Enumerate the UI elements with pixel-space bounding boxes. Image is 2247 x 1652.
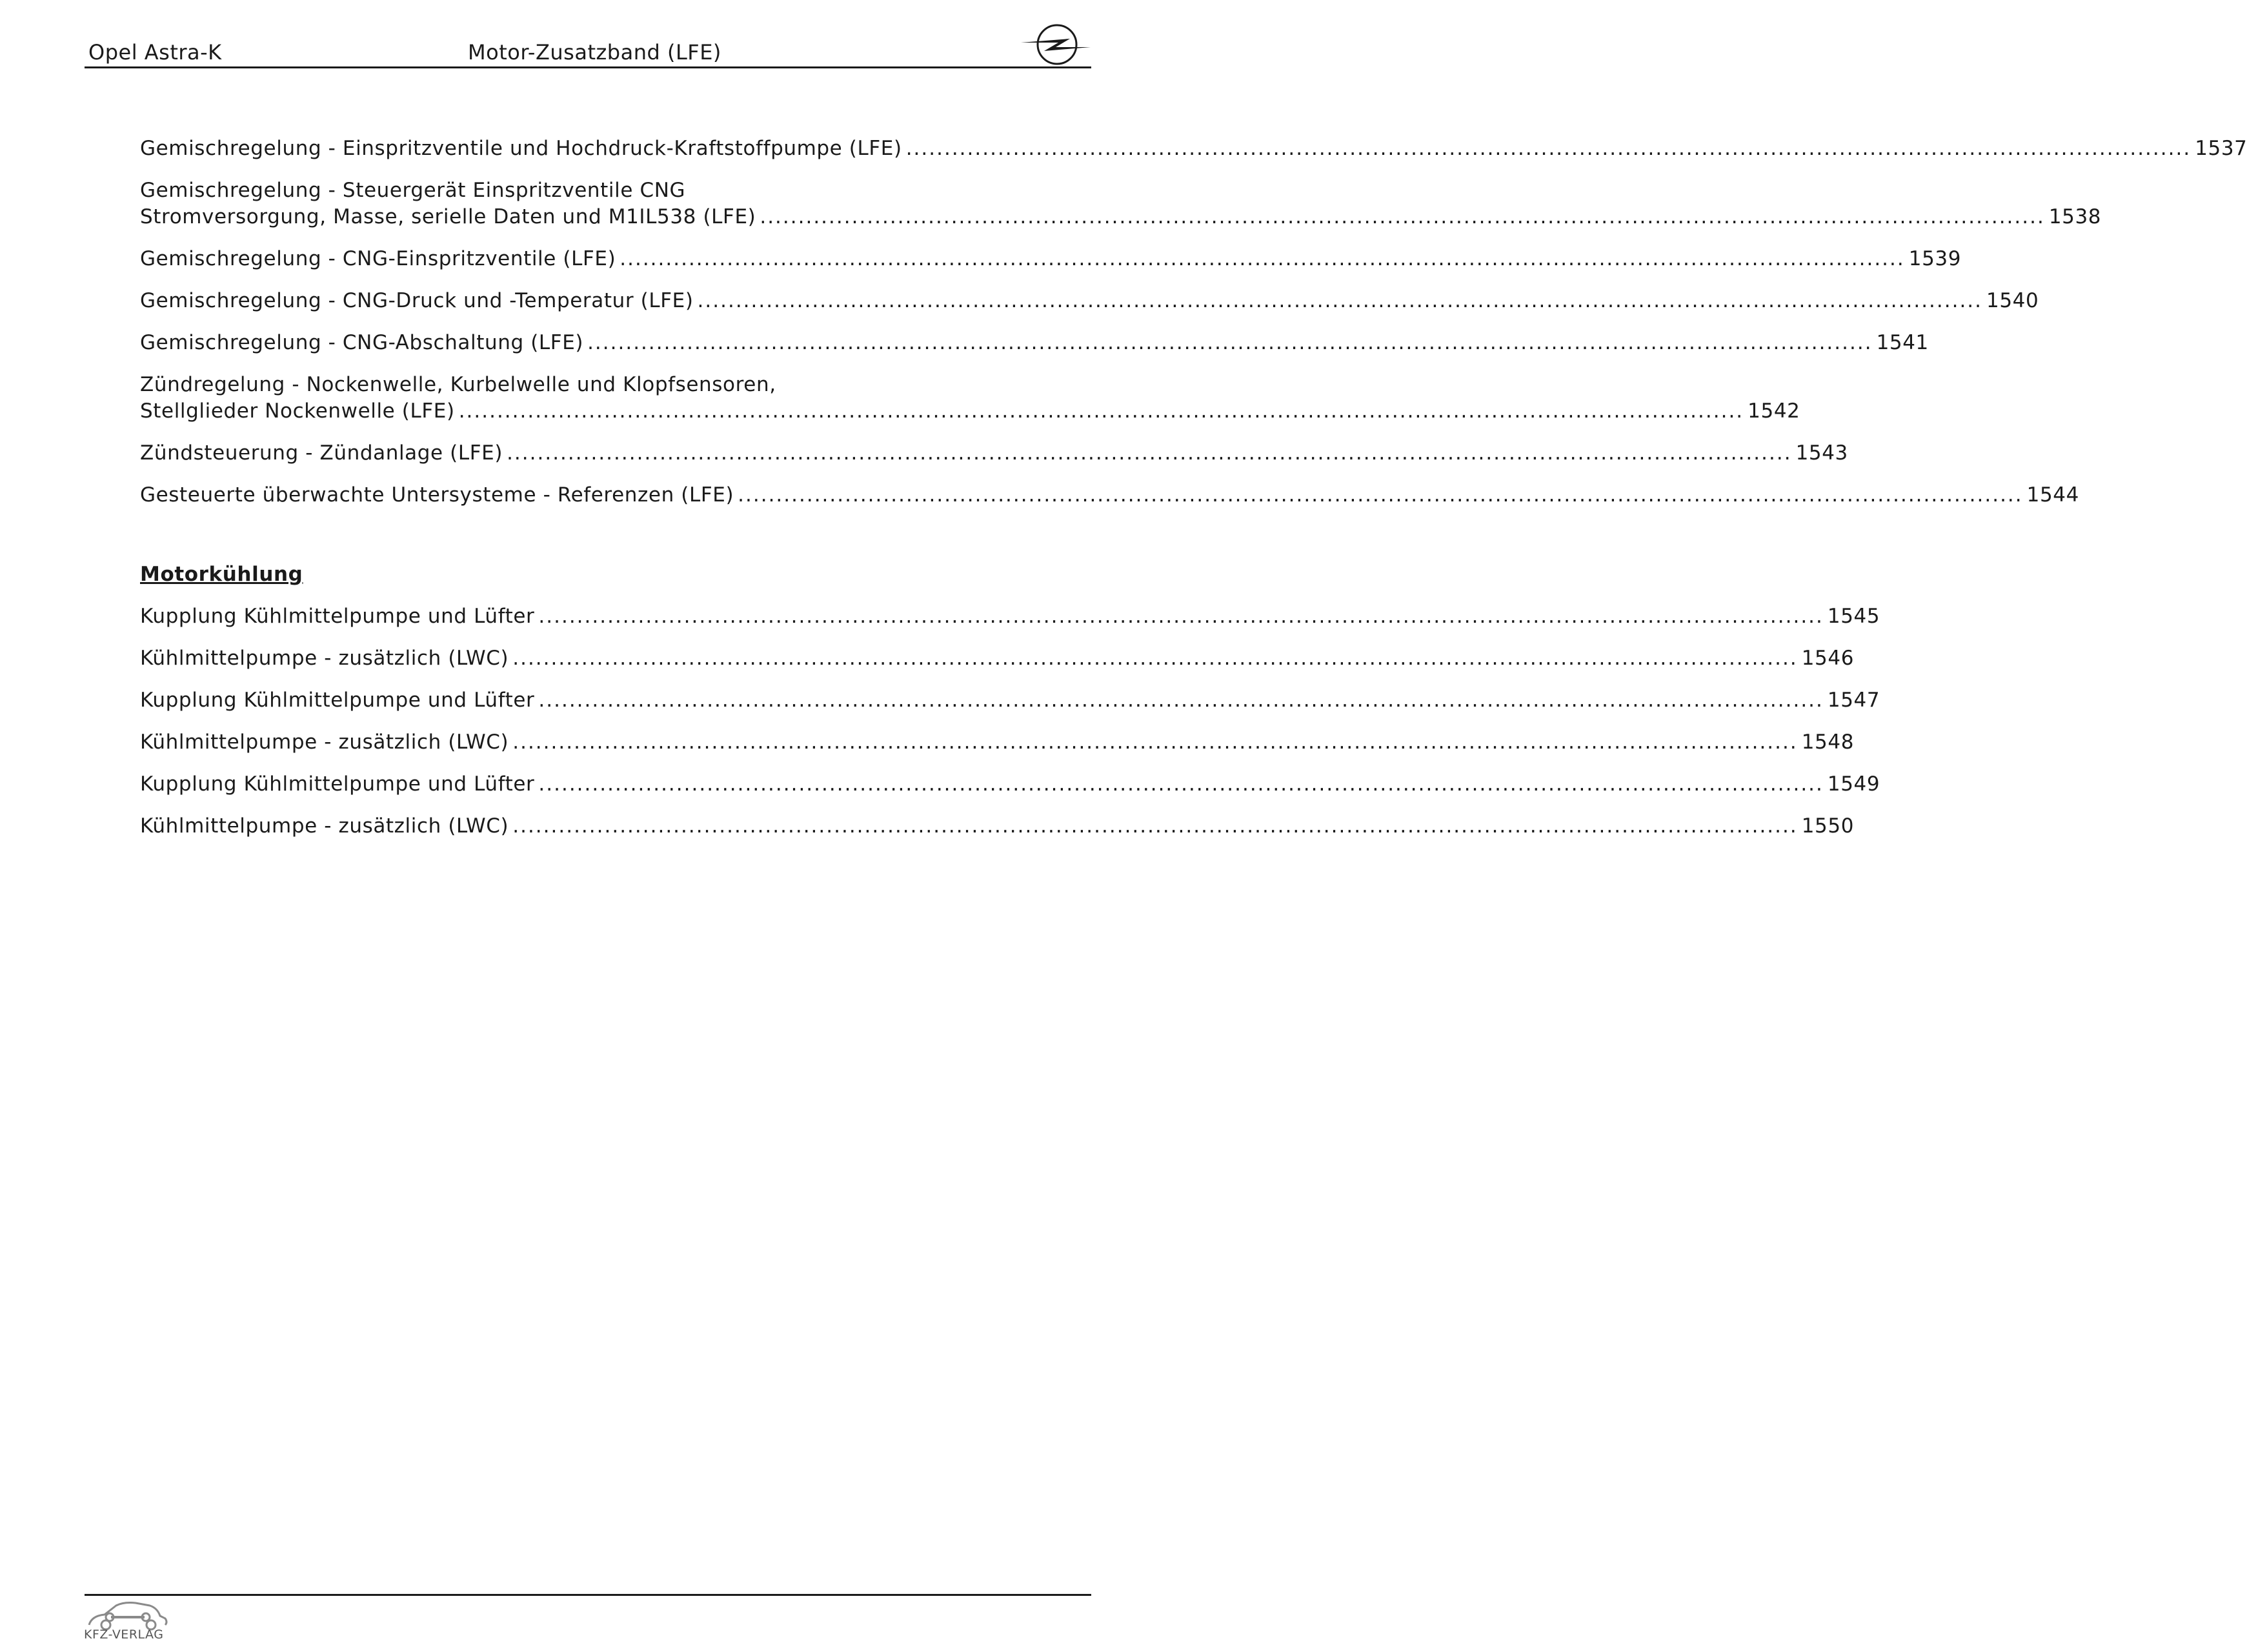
toc-page-number: 1550 [1801,814,1855,838]
header-vehicle-title: Opel Astra-K [88,40,222,65]
header-divider [85,66,1091,68]
toc-entry-title: Kupplung Kühlmittelpumpe und Lüfter [140,772,535,796]
toc-entry[interactable] [140,440,1848,467]
toc-entry[interactable] [140,136,2247,162]
toc-page-number: 1537 [2195,137,2247,160]
toc-leader-dots: ........................................................................................................................................................................ [458,399,1744,423]
toc-page-number: 1539 [1908,247,1962,270]
toc-entry[interactable] [140,687,1880,714]
toc-entry[interactable] [140,330,1929,356]
toc-entry-title: Zündsteuerung - Zündanlage (LFE) [140,441,503,465]
toc-entry[interactable] [140,729,1855,756]
toc-entry-title: Kupplung Kühlmittelpumpe und Lüfter [140,689,535,712]
toc-page-number: 1548 [1801,730,1855,754]
table-of-contents [140,136,2247,855]
toc-entry[interactable] [140,771,1880,798]
toc-leader-dots: ........................................................................................................................................................................ [507,441,1792,465]
toc-page-number: 1542 [1748,399,1800,423]
toc-entry-title-line1: Gemischregelung - Steuergerät Einspritzventile CNG [140,179,686,202]
toc-entry[interactable] [140,288,2039,314]
toc-page-number: 1538 [2048,205,2102,228]
header-document-title: Motor-Zusatzband (LFE) [468,40,721,65]
toc-entry-title: Kühlmittelpumpe - zusätzlich (LWC) [140,814,509,838]
toc-page-number: 1540 [1986,289,2039,312]
toc-entry-title: Kupplung Kühlmittelpumpe und Lüfter [140,605,535,628]
toc-entry[interactable] [140,177,2102,230]
toc-entry-title: Stromversorgung, Masse, serielle Daten und M1IL538 (LFE) [140,205,756,228]
toc-page-number: 1546 [1801,647,1855,670]
toc-page-number: 1543 [1795,441,1848,465]
toc-entry-title: Gemischregelung - CNG-Einspritzventile (LFE) [140,247,616,270]
toc-entry-title: Gemischregelung - Einspritzventile und Hochdruck-Kraftstoffpumpe (LFE) [140,137,902,160]
footer-divider [85,1594,1091,1596]
opel-blitz-logo-icon [1020,21,1092,67]
toc-leader-dots: ........................................................................................................................................................................ [905,137,2192,160]
toc-leader-dots: ........................................................................................................................................................................ [512,647,1798,670]
kfz-verlag-logo-text: KFZ-VERLAG [84,1627,164,1642]
toc-leader-dots: ........................................................................................................................................................................ [538,689,1824,712]
toc-leader-dots: ........................................................................................................................................................................ [587,331,1873,354]
toc-entry-title: Gemischregelung - CNG-Druck und -Temperatur (LFE) [140,289,694,312]
toc-entry[interactable] [140,482,2079,509]
toc-entry-title: Stellglieder Nockenwelle (LFE) [140,399,455,423]
toc-entry[interactable] [140,246,1962,272]
toc-entry-title: Gesteuerte überwachte Untersysteme - Referenzen (LFE) [140,483,734,507]
section-heading-motorkuehlung: Motorkühlung [140,563,303,586]
toc-entry-title-line1: Zündregelung - Nockenwelle, Kurbelwelle und Klopfsensoren, [140,373,776,396]
toc-leader-dots: ........................................................................................................................................................................ [538,772,1824,796]
toc-leader-dots: ........................................................................................................................................................................ [538,605,1824,628]
toc-leader-dots: ........................................................................................................................................................................ [620,247,1905,270]
toc-entry-title: Kühlmittelpumpe - zusätzlich (LWC) [140,647,509,670]
toc-page-number: 1545 [1827,605,1880,628]
toc-entry[interactable] [140,603,1880,630]
toc-leader-dots: ........................................................................................................................................................................ [738,483,2023,507]
toc-page-number: 1547 [1827,689,1880,712]
toc-entry[interactable] [140,813,1855,840]
toc-leader-dots: ........................................................................................................................................................................ [512,730,1798,754]
toc-entry[interactable] [140,645,1855,672]
toc-entry-title: Gemischregelung - CNG-Abschaltung (LFE) [140,331,584,354]
toc-leader-dots: ........................................................................................................................................................................ [760,205,2045,228]
toc-entry-title: Kühlmittelpumpe - zusätzlich (LWC) [140,730,509,754]
toc-leader-dots: ........................................................................................................................................................................ [512,814,1798,838]
toc-page-number: 1541 [1876,331,1929,354]
toc-leader-dots: ........................................................................................................................................................................ [697,289,1983,312]
toc-page-number: 1549 [1827,772,1880,796]
toc-entry[interactable] [140,372,1800,425]
toc-page-number: 1544 [2026,483,2079,507]
